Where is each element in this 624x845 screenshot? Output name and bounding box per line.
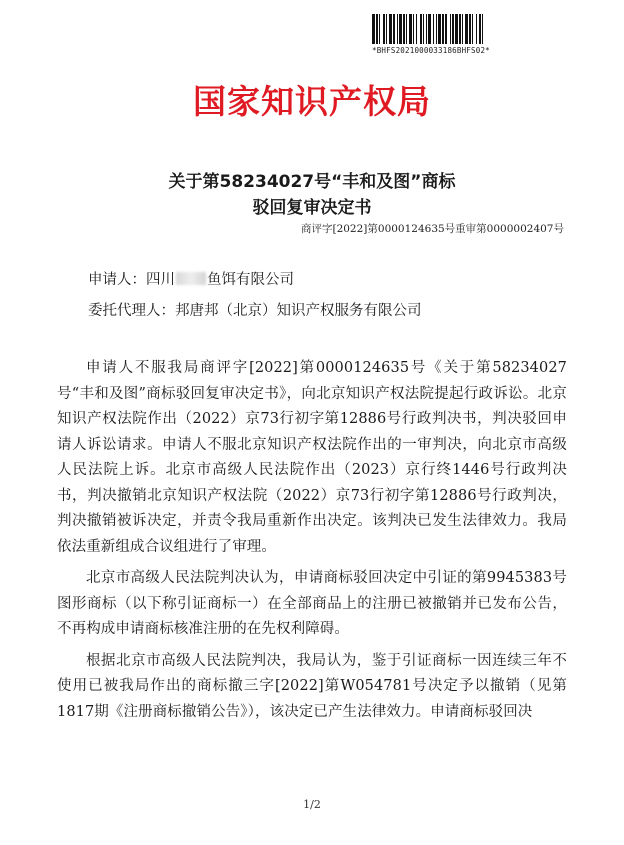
paragraph-2: 北京市高级人民法院判决认为，申请商标驳回决定中引证的第9945383号图形商标（以下称引证商标一）在全部商品上的注册已被撤销并已发布公告，不再构成申请商标核准注册的在先权利障碍。 [57,570,567,637]
paragraph-3: 根据北京市高级人民法院判决，我局认为，鉴于引证商标一因连续三年不使用已被我局作出的商标撤三字[2022]第W054781号决定予以撤销（见第1817期《注册商标撤销公告》），该决定已产生法律效力。申请商标驳回决 [57,652,567,720]
document-title-line2: 驳回复审决定书 [252,198,372,218]
document-number: 商评字[2022]第0000124635号重审第0000002407号 [300,223,564,235]
barcode-text: *BHFS2021000033186BHFS02* [372,46,490,55]
applicant-line [88,268,294,289]
redacted-blur [176,272,206,285]
agent-label: 委托代理人： [88,303,175,319]
agency-name: 国家知识产权局 [193,82,431,121]
page-number: 1/2 [303,798,321,811]
decision-body [57,356,567,731]
agent-line [88,299,422,320]
applicant-name-end: 鱼饵有限公司 [207,272,294,288]
agent-name: 邦唐邦（北京）知识产权服务有限公司 [175,303,422,319]
applicant-label: 申请人： [88,272,146,288]
applicant-name-start: 四川 [146,272,175,288]
barcode-bars [372,14,552,44]
document-title-line1: 关于第58234027号“丰和及图”商标 [168,172,456,192]
barcode [372,14,552,55]
paragraph-1: 申请人不服我局商评字[2022]第0000124635号《关于第58234027号“丰和及图”商标驳回复审决定书》，向北京知识产权法院提起行政诉讼。北京知识产权法院作出（2022）京73行初字第12886号行政判决书，判决驳回申请人诉讼请求。申请人不服北京知识产权法院作出的一审判决，向北京市高级人民法院上诉。北京市高级人民法院作出（2023）京行终1446号行政判决书，判决撤销北京知识产权法院（2022）京73行初字第12886号行政判决，判决撤销被诉决定，并责令我局重新作出决定。该判决已发生法律效力。我局依法重新组成合议组进行了审理。 [57,360,567,555]
barcode-bar [483,14,486,44]
